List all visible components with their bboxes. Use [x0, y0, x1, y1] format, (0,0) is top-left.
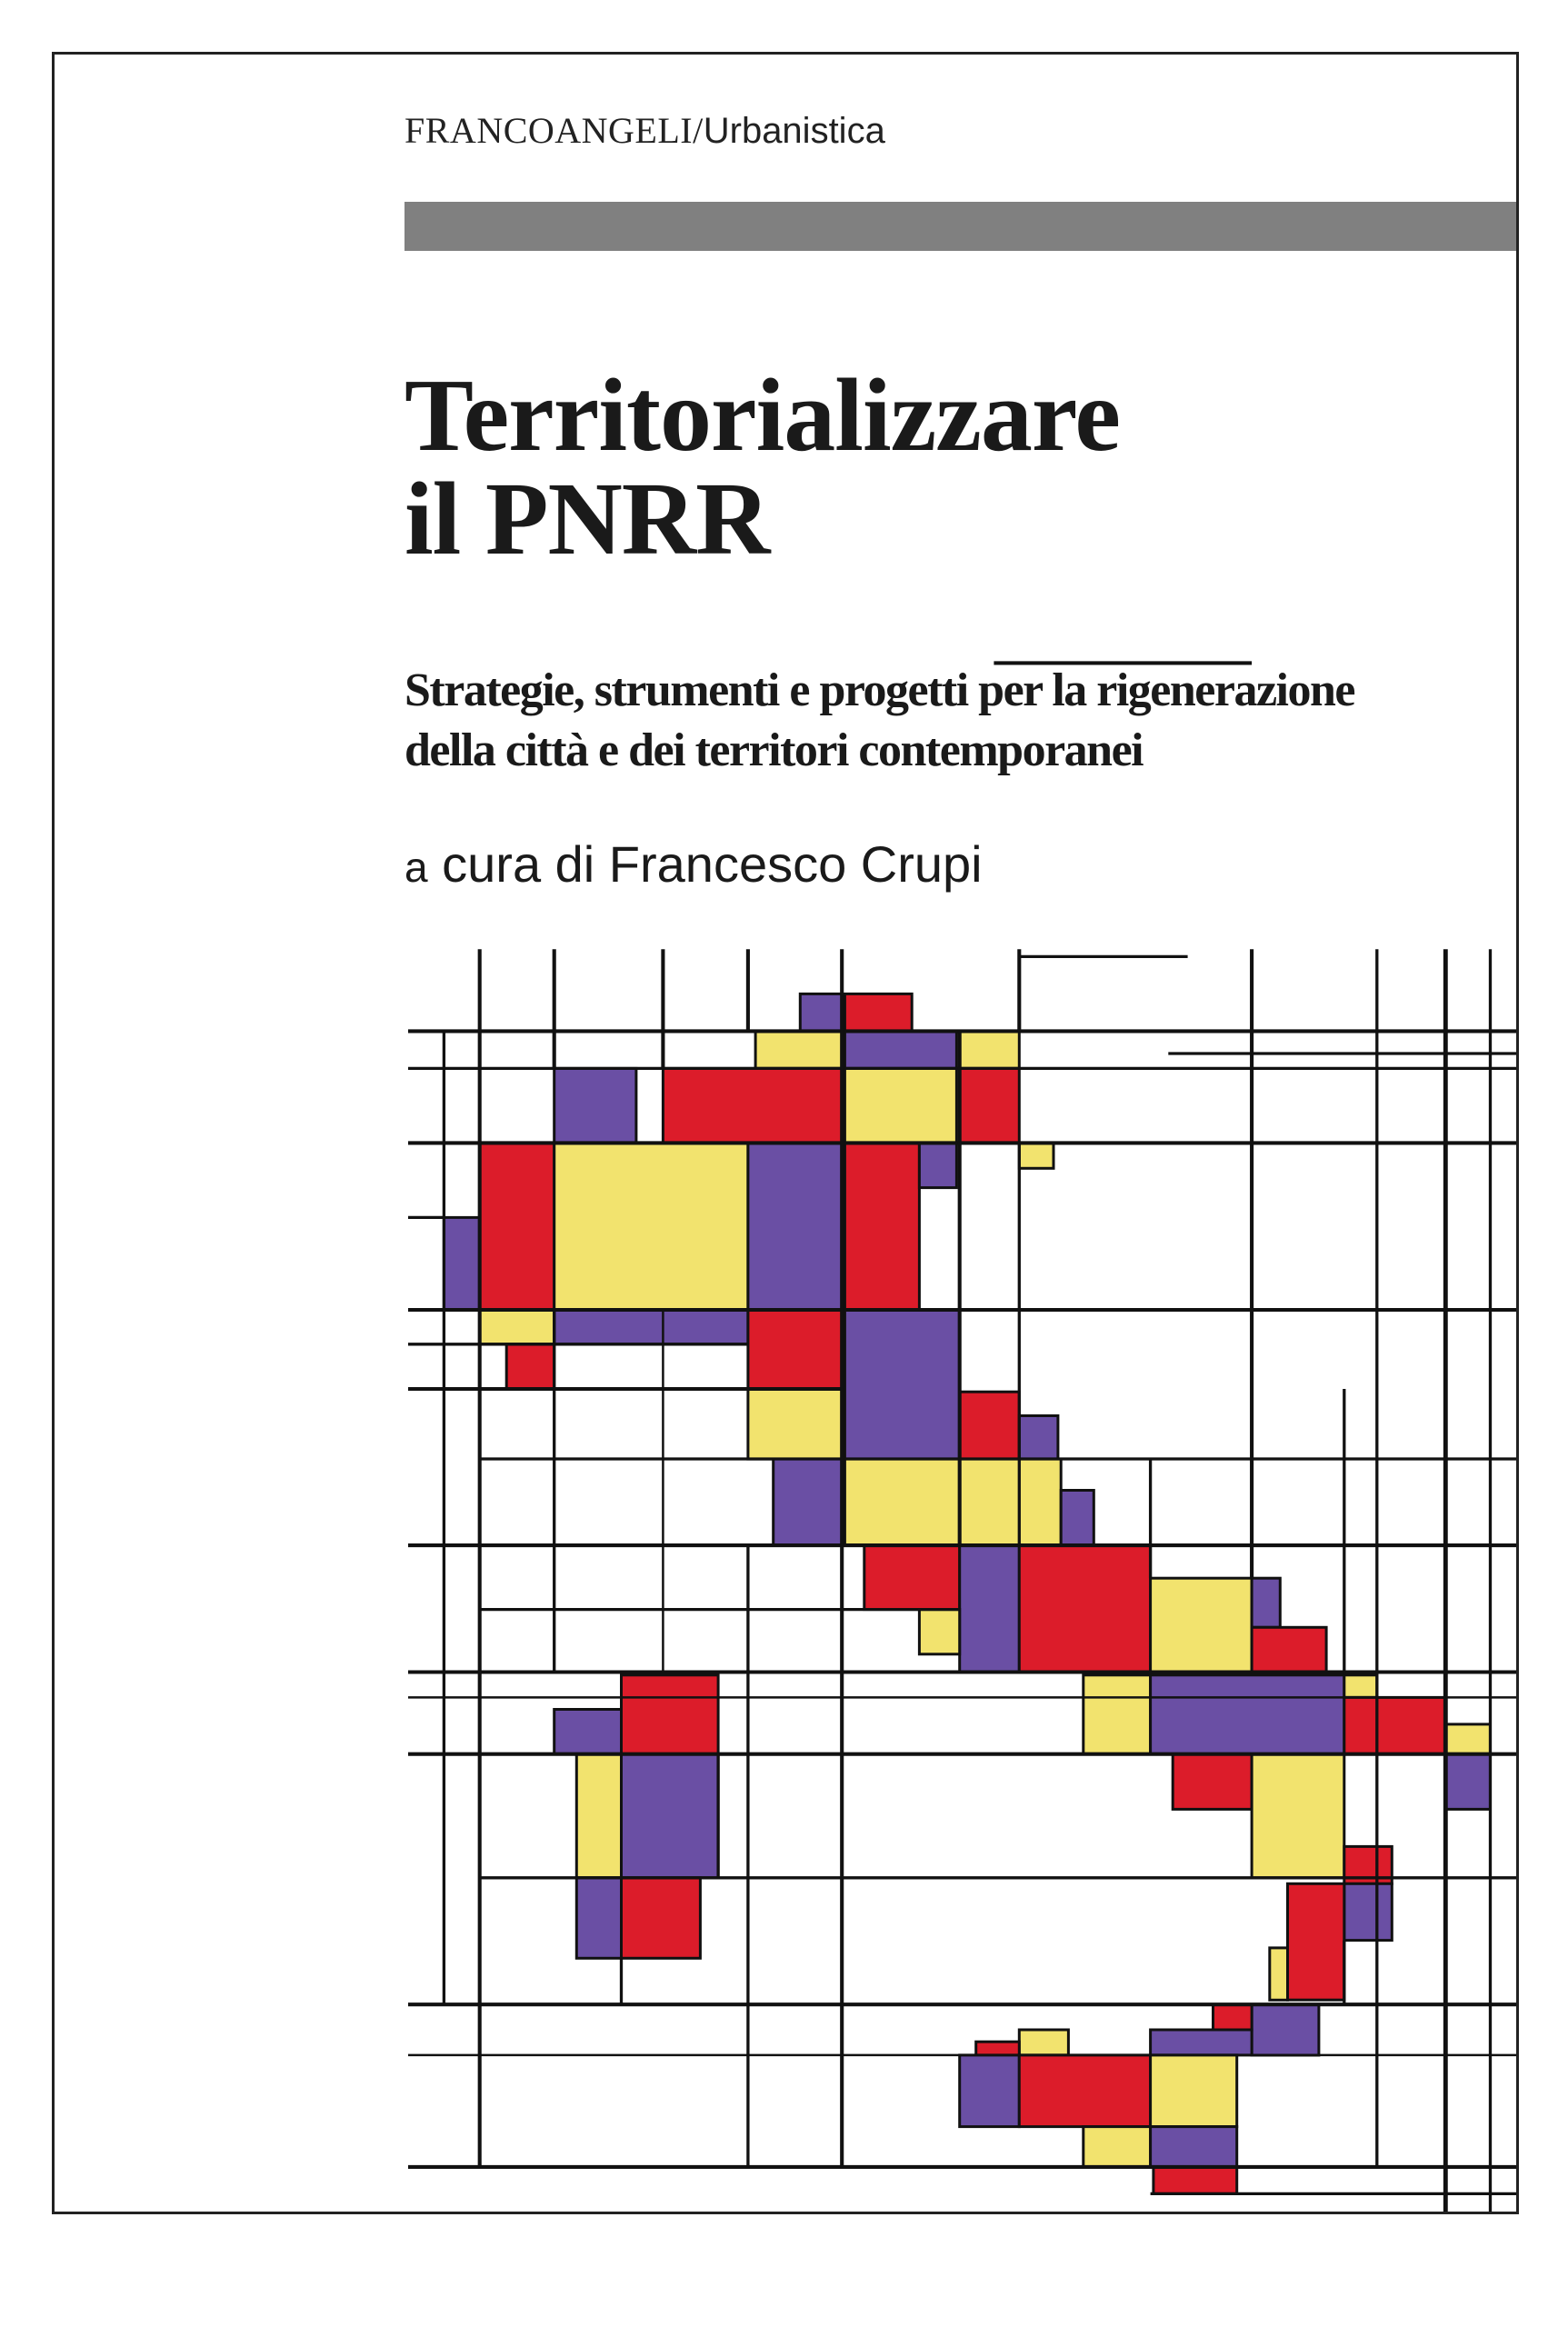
grid-block-red: [1173, 1754, 1252, 1810]
grid-block-purple: [960, 1545, 1020, 1672]
grid-block-red: [1213, 2004, 1253, 2030]
grid-block-yellow: [1084, 2127, 1151, 2167]
editor-name: cura di Francesco Crupi: [442, 835, 983, 893]
grid-block-red: [1344, 1697, 1446, 1753]
grid-block-red: [864, 1545, 960, 1610]
grid-block-purple: [1151, 2127, 1237, 2167]
grid-block-yellow: [844, 1459, 1061, 1545]
grid-block-yellow: [576, 1754, 621, 1878]
grid-block-red: [1288, 1883, 1344, 2000]
grid-block-purple: [554, 1068, 636, 1143]
grid-block-red: [622, 1675, 719, 1754]
grid-block-red: [663, 1068, 842, 1143]
grid-block-purple: [1445, 1754, 1490, 1810]
grid-block-yellow: [844, 1068, 956, 1143]
grid-block-yellow: [1084, 1675, 1151, 1754]
grid-block-purple: [444, 1217, 479, 1310]
grid-block-purple: [1344, 1883, 1393, 1940]
grid-block-purple: [844, 1310, 959, 1459]
grid-block-yellow: [1270, 1948, 1288, 2000]
grid-block-purple: [1151, 1675, 1344, 1754]
grid-block-purple: [1061, 1491, 1094, 1546]
grid-block-purple: [919, 1143, 956, 1187]
grid-block-yellow: [1019, 1143, 1054, 1168]
grid-block-red: [844, 1143, 919, 1310]
grid-block-red: [976, 2042, 1020, 2055]
subtitle-line-1: Strategie, strumenti e progetti per la rigenerazione: [404, 664, 1354, 716]
grid-block-red: [622, 1878, 701, 1959]
grid-block-purple: [748, 1143, 842, 1310]
grid-block-purple: [774, 1459, 842, 1545]
grid-block-yellow: [755, 1031, 842, 1068]
grid-block-purple: [576, 1878, 621, 1959]
subtitle-line-2: della città e dei territori contemporanei: [404, 724, 1144, 776]
grid-block-yellow: [1252, 1754, 1344, 1878]
grid-block-purple: [1019, 1416, 1058, 1460]
grid-block-red: [506, 1344, 554, 1389]
grid-block-red: [480, 1143, 554, 1310]
grid-block-yellow: [960, 1031, 1020, 1068]
grid-block-yellow: [1151, 1578, 1253, 1672]
grid-block-purple: [554, 1310, 748, 1344]
grid-block-purple: [1252, 1578, 1280, 1627]
grid-block-purple: [554, 1710, 622, 1754]
title-line-1: Territorializzare: [404, 357, 1120, 473]
grid-block-yellow: [1445, 1724, 1490, 1754]
grid-block-purple: [622, 1754, 719, 1878]
publisher-name: FRANCOANGELI/: [404, 110, 704, 151]
grid-block-red: [1019, 2055, 1150, 2127]
grid-block-purple: [1151, 2030, 1253, 2055]
grid-block-red: [960, 1392, 1020, 1459]
grid-block-purple: [960, 2055, 1020, 2127]
grid-block-red: [1019, 1545, 1150, 1672]
grid-block-purple: [800, 994, 842, 1031]
editor-prefix: a: [404, 844, 428, 891]
grid-block-red: [1252, 1627, 1326, 1672]
grid-block-yellow: [1151, 2055, 1237, 2127]
grid-block-purple: [1252, 2004, 1319, 2055]
grid-block-yellow: [1019, 2030, 1068, 2055]
grid-block-yellow: [748, 1389, 842, 1459]
grid-block-red: [960, 1068, 1020, 1143]
italy-grid-artwork: [55, 55, 1519, 2214]
grid-block-red: [844, 994, 912, 1031]
grid-block-yellow: [480, 1310, 554, 1344]
grid-block-yellow: [919, 1610, 959, 1654]
book-cover: [52, 52, 1519, 2214]
grid-block-yellow: [1344, 1675, 1377, 1698]
series-name: Urbanistica: [703, 111, 885, 151]
grid-block-red: [1154, 2167, 1237, 2194]
grid-block-yellow: [554, 1143, 748, 1310]
grid-block-purple: [844, 1031, 956, 1068]
title-line-2: il PNRR: [404, 461, 770, 576]
grid-block-red: [748, 1310, 842, 1389]
